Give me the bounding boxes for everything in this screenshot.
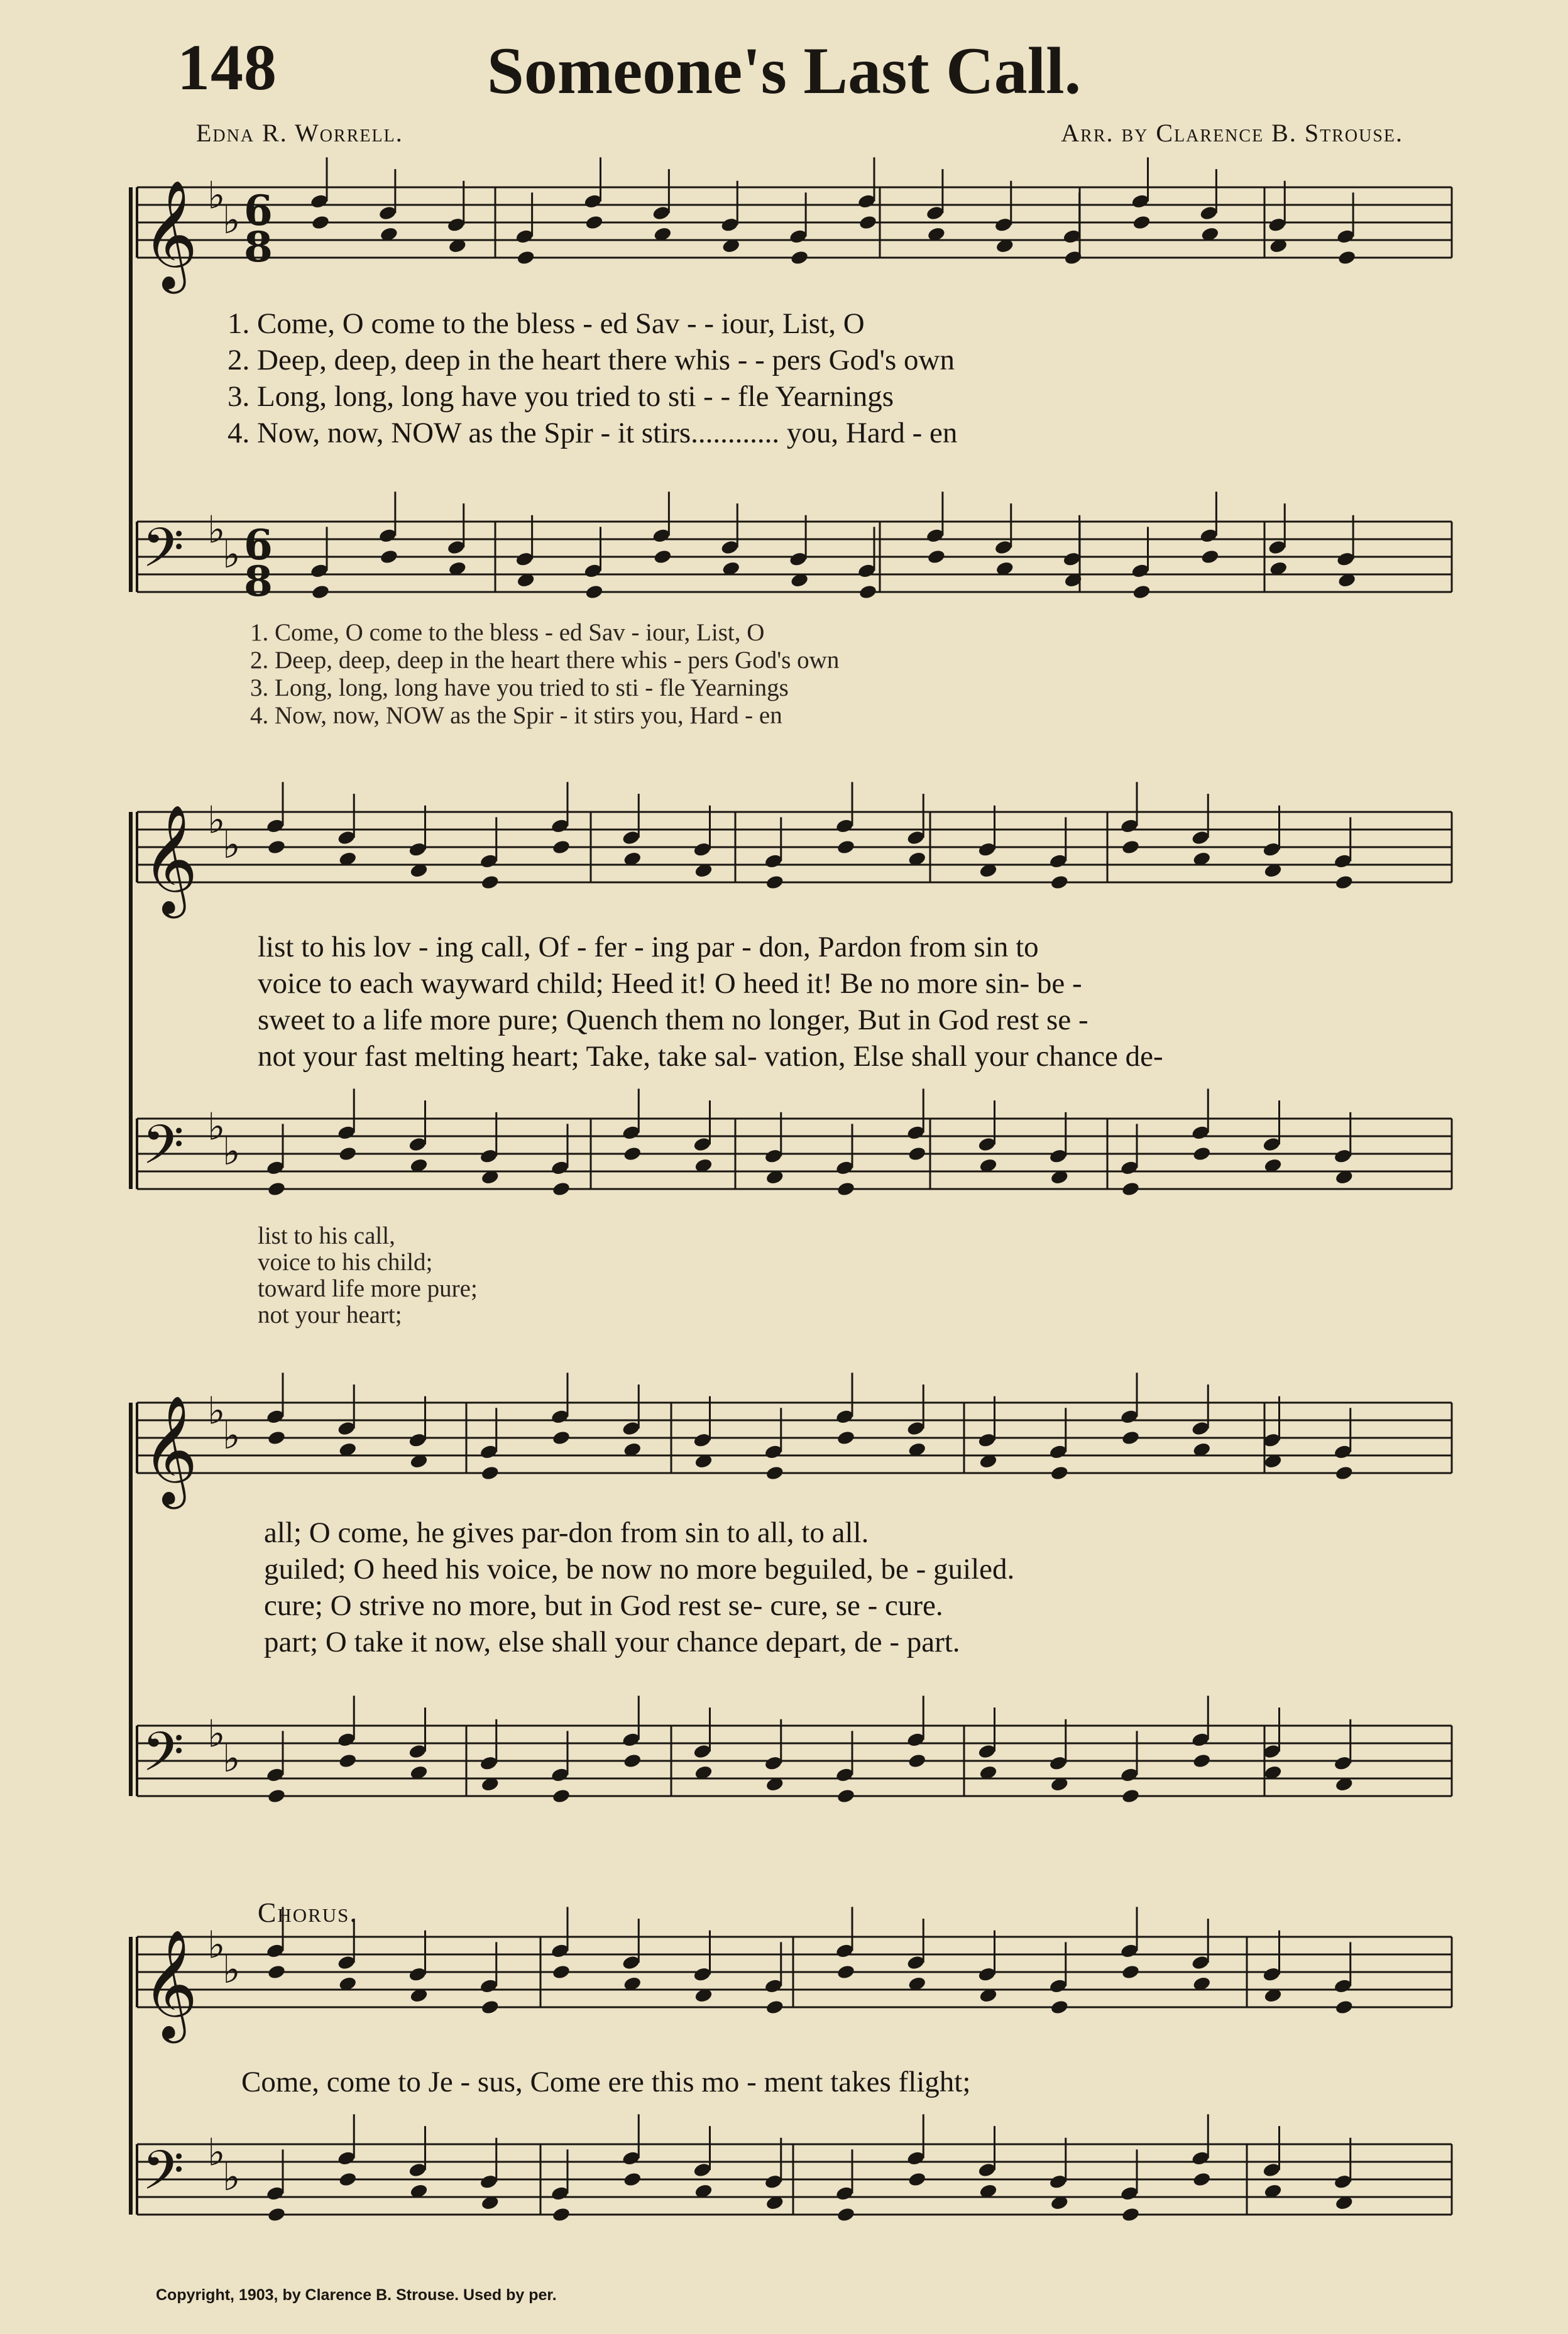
note-head [552,2206,571,2223]
note-head [836,1964,856,1980]
note-head [836,839,856,855]
note-head [1121,1964,1141,1980]
page-number: 148 [177,31,277,104]
s2-bass-verse-3: toward life more pure; [258,1275,478,1302]
note-head [927,549,946,565]
note-head [653,549,672,565]
s3-verse-1: all; O come, he gives par-don from sin to all, to all. [264,1516,869,1549]
note-head [1132,584,1151,600]
chorus-label: Chorus. [258,1897,358,1928]
bass-clef-icon: 𝄢 [142,2139,184,2215]
note-head [380,549,399,565]
note-head [858,584,878,600]
s2-verse-4: not your fast melting heart; Take, take sal- vation, Else shall your chance de- [258,1040,1163,1073]
note-head [1121,2206,1141,2223]
note-head [480,1999,500,2015]
note-head [623,1753,642,1769]
note-head [338,1753,358,1769]
note-head [1337,249,1357,266]
note-head [584,214,604,231]
note-head [311,214,331,231]
flat-icon: ♭ [222,1736,241,1781]
flat-icon: ♭ [222,1129,241,1174]
note-head [552,1181,571,1197]
note-head [584,584,604,600]
note-head [623,1146,642,1162]
note-head [1121,839,1141,855]
note-head [1334,1999,1354,2015]
note-head [480,1465,500,1481]
copyright-notice: Copyright, 1903, by Clarence B. Strouse. Used by per. [156,2286,557,2304]
note-head [765,1465,784,1481]
note-head [267,2206,287,2223]
note-head [267,1181,287,1197]
clef-symbols [142,174,273,2215]
note-head [267,1430,287,1446]
note-head [907,2171,927,2188]
note-head [858,214,878,231]
note-head [907,1753,927,1769]
bass-clef-icon: 𝄢 [142,1720,184,1797]
note-head [1121,1181,1141,1197]
s2-verse-3: sweet to a life more pure; Quench them no longer, But in God rest se - [258,1004,1088,1036]
note-head [267,839,287,855]
note-head [1121,1430,1141,1446]
flat-icon: ♭ [207,1712,226,1756]
flat-icon: ♭ [222,823,241,867]
flat-icon: ♭ [207,798,226,843]
s2-verse-1: list to his lov - ing call, Of - fer - ing par - don, Pardon from sin to [258,931,1039,963]
time-signature-top: 6 [244,520,273,569]
flat-icon: ♭ [222,532,241,577]
flat-icon: ♭ [207,1923,226,1968]
time-signature-bottom: 8 [244,222,273,271]
note-head [623,2171,642,2188]
time-signature-top: 6 [244,186,273,235]
s2-verse-2: voice to each wayward child; Heed it! O heed it! Be no more sin- be - [258,967,1082,1000]
flat-icon: ♭ [222,1948,241,1992]
note-head [552,1788,571,1804]
note-head [1050,874,1069,890]
s1-verse-4: 4. Now, now, NOW as the Spir - it stirs............ you, Hard - en [228,417,958,449]
note-head [311,584,331,600]
note-head [267,1788,287,1804]
s2-bass-verse-4: not your heart; [258,1301,402,1329]
note-head [1121,1788,1141,1804]
note-head [480,874,500,890]
treble-clef-icon: 𝄞 [142,180,198,289]
note-head [338,1146,358,1162]
time-signature-bottom: 8 [244,557,273,606]
note-head [836,1430,856,1446]
flat-icon: ♭ [207,1105,226,1149]
flat-icon: ♭ [222,1413,241,1458]
note-head [1192,1146,1212,1162]
note-head [1192,1753,1212,1769]
s1-bass-verse-2: 2. Deep, deep, deep in the heart there whis - pers God's own [250,647,840,674]
note-head [1050,1465,1069,1481]
bass-clef-icon: 𝄢 [142,1113,184,1190]
chorus-lyrics: Come, come to Je - sus, Come ere this mo - ment takes flight; [241,2066,971,2098]
note-head [1200,549,1220,565]
note-head [1192,2171,1212,2188]
author-credit: Edna R. Worrell. [196,119,403,147]
flat-icon: ♭ [207,2130,226,2175]
s2-bass-verse-2: voice to his child; [258,1249,433,1276]
note-head [765,1999,784,2015]
s3-verse-2: guiled; O heed his voice, be now no more beguiled, be - guiled. [264,1553,1015,1586]
s2-bass-verse-1: list to his call, [258,1222,395,1249]
note-head [765,874,784,890]
note-head [836,2206,856,2223]
flat-icon: ♭ [222,198,241,243]
flat-icon: ♭ [207,173,226,218]
treble-clef-icon: 𝄞 [142,1929,198,2039]
arranger-credit: Arr. by Clarence B. Strouse. [1061,119,1403,147]
s3-verse-4: part; O take it now, else shall your chance depart, de - part. [264,1626,960,1658]
s1-verse-3: 3. Long, long, long have you tried to sti - - fle Yearnings [228,380,894,413]
note-head [907,1146,927,1162]
note-head [1050,1999,1069,2015]
note-head [338,2171,358,2188]
note-head [1334,874,1354,890]
s1-bass-verse-1: 1. Come, O come to the bless - ed Sav - iour, List, O [250,619,765,646]
s1-verse-2: 2. Deep, deep, deep in the heart there whis - - pers God's own [228,344,955,376]
note-head [1334,1465,1354,1481]
s1-verse-1: 1. Come, O come to the bless - ed Sav - - iour, List, O [228,307,865,340]
note-head [267,1964,287,1980]
note-head [552,1430,571,1446]
note-head [1132,214,1151,231]
bass-clef-icon: 𝄢 [142,516,184,593]
flat-icon: ♭ [207,1389,226,1433]
treble-clef-icon: 𝄞 [142,804,198,914]
hymn-title: Someone's Last Call. [486,34,1082,107]
s1-bass-verse-3: 3. Long, long, long have you tried to sti - fle Yearnings [250,674,789,701]
s1-bass-verse-4: 4. Now, now, NOW as the Spir - it stirs you, Hard - en [250,702,782,729]
flat-icon: ♭ [207,508,226,552]
note-head [516,249,535,266]
s3-verse-3: cure; O strive no more, but in God rest se- cure, se - cure. [264,1589,943,1622]
note-head [552,839,571,855]
treble-clef-icon: 𝄞 [142,1395,198,1504]
note-head [552,1964,571,1980]
note-heads [266,157,1357,2223]
flat-icon: ♭ [222,2155,241,2200]
note-head [836,1788,856,1804]
note-head [836,1181,856,1197]
note-head [790,249,809,266]
